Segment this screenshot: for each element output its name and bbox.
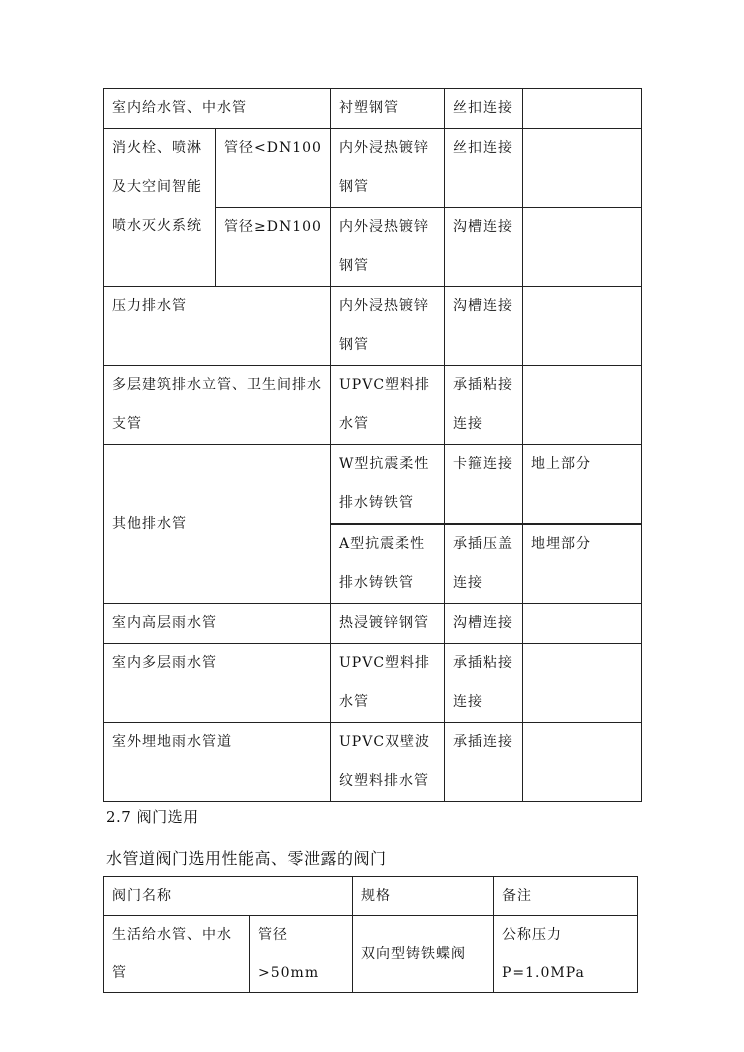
pipe-material: 热浸镀锌钢管 <box>331 604 445 644</box>
pipe-connection: 卡箍连接 <box>445 445 523 525</box>
table-row <box>104 89 642 129</box>
pipe-note <box>523 208 642 287</box>
pipe-name: 多层建筑排水立管、卫生间排水支管 <box>104 366 331 445</box>
pipe-note <box>523 604 642 644</box>
table-row <box>104 916 638 993</box>
table-row <box>104 644 642 723</box>
pipe-name: 室内给水管、中水管 <box>104 89 331 129</box>
pipe-note: 地上部分 <box>523 445 642 525</box>
pipe-note <box>523 366 642 445</box>
pipe-connection: 沟槽连接 <box>445 287 523 366</box>
pipe-connection: 承插压盖连接 <box>445 524 523 604</box>
valve-table <box>103 876 638 993</box>
pipe-material: W型抗震柔性排水铸铁管 <box>331 445 445 525</box>
pipe-material: 衬塑钢管 <box>331 89 445 129</box>
pipe-name: 消火栓、喷淋及大空间智能喷水灭火系统 <box>104 129 216 287</box>
pipe-note <box>523 89 642 129</box>
pipe-name: 室内多层雨水管 <box>104 644 331 723</box>
pipe-material-table <box>103 88 642 802</box>
pipe-name: 室内高层雨水管 <box>104 604 331 644</box>
valve-name: 生活给水管、中水管 <box>104 916 250 993</box>
pipe-material: UPVC塑料排水管 <box>331 644 445 723</box>
pipe-material: A型抗震柔性排水铸铁管 <box>331 524 445 604</box>
valve-spec-header: 规格 <box>353 877 494 916</box>
pipe-material: 内外浸热镀锌钢管 <box>331 129 445 208</box>
table-row <box>104 129 642 208</box>
section-intro: 水管道阀门选用性能高、零泄露的阀门 <box>106 849 387 868</box>
pipe-name: 其他排水管 <box>104 445 331 604</box>
pipe-connection: 沟槽连接 <box>445 208 523 287</box>
pipe-size: 管径≥DN100 <box>216 208 331 287</box>
pipe-note <box>523 129 642 208</box>
valve-note: 公称压力 P=1.0MPa <box>494 916 638 993</box>
pipe-material: 内外浸热镀锌钢管 <box>331 287 445 366</box>
pipe-note: 地埋部分 <box>523 524 642 604</box>
pipe-connection: 承插粘接连接 <box>445 366 523 445</box>
pipe-connection: 丝扣连接 <box>445 89 523 129</box>
pipe-connection: 承插粘接连接 <box>445 644 523 723</box>
table-row <box>104 723 642 802</box>
valve-spec: 双向型铸铁蝶阀 <box>353 916 494 993</box>
pipe-material: UPVC塑料排水管 <box>331 366 445 445</box>
section-heading: 2.7 阀门选用 <box>106 808 199 826</box>
table-row <box>104 604 642 644</box>
pipe-connection: 承插连接 <box>445 723 523 802</box>
valve-note-header: 备注 <box>494 877 638 916</box>
pipe-name: 室外埋地雨水管道 <box>104 723 331 802</box>
table-row <box>104 366 642 445</box>
pipe-note <box>523 287 642 366</box>
pipe-material: UPVC双壁波纹塑料排水管 <box>331 723 445 802</box>
table-row <box>104 287 642 366</box>
pipe-connection: 丝扣连接 <box>445 129 523 208</box>
pipe-note <box>523 644 642 723</box>
table-header-row <box>104 877 638 916</box>
table-row <box>104 445 642 525</box>
pipe-name: 压力排水管 <box>104 287 331 366</box>
pipe-connection: 沟槽连接 <box>445 604 523 644</box>
valve-size: 管径>50mm <box>250 916 353 993</box>
pipe-material: 内外浸热镀锌钢管 <box>331 208 445 287</box>
pipe-size: 管径<DN100 <box>216 129 331 208</box>
pipe-note <box>523 723 642 802</box>
valve-name-header: 阀门名称 <box>104 877 353 916</box>
